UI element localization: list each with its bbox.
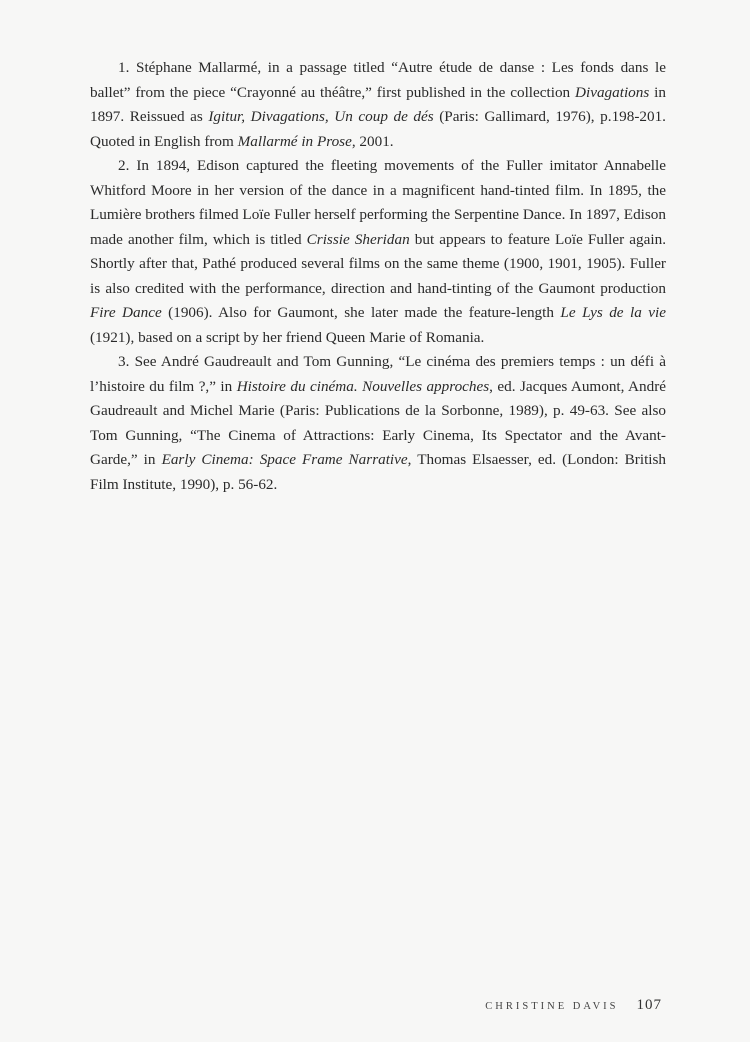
endnote-text: 1. Stéphane Mallarmé, in a passage titled “Autre étude de danse : Les fonds dans le ballet” from the piece “Crayonné au théâtre,” first published in the collection — [90, 59, 666, 101]
endnote-italic-text: Mallarmé in Prose — [237, 132, 352, 150]
endnote-text: (1921), based on a script by her friend Queen Marie of Romania. — [90, 328, 485, 346]
endnote-italic-text: Le Lys de la vie — [560, 304, 666, 321]
endnote — [90, 350, 666, 497]
endnote-text: in 1897. Reissued as — [90, 83, 666, 125]
endnote-text: but appears to feature Loïe Fuller again. Shortly after that, Pathé produced several films on the same theme (1900, 1901, 1905). Fuller is also credited with the performance, direction and hand-tinting of the Gaumont production — [90, 230, 666, 297]
page-number: 107 — [636, 997, 662, 1013]
endnote — [90, 56, 666, 154]
endnote-italic-text: Early Cinema: Space Frame Narrative — [161, 451, 408, 468]
endnote-italic-text: Histoire du cinéma. Nouvelles approches — [236, 377, 490, 395]
endnote-text: , Thomas Elsaesser, ed. (London: British Film Institute, 1990), p. 56-62. — [90, 451, 667, 493]
endnote-text: 2. In 1894, Edison captured the fleeting movements of the Fuller imitator Annabelle Whitford Moore in her version of the dance in a magnificent hand-tinted film. In 1895, the Lumière brothers filmed Loïe Fuller herself performing the Serpentine Dance. In 1897, Edison made another film, which is titled — [90, 157, 666, 248]
endnotes — [90, 56, 666, 497]
endnote-text: (Paris: Gallimard, 1976), p.198-201. Quoted in English from — [90, 108, 666, 150]
endnote — [90, 154, 666, 350]
endnote-text: (1906). Also for Gaumont, she later made the feature-length — [161, 304, 561, 321]
endnote-text: , 2001. — [351, 132, 394, 150]
endnote-italic-text: Igitur, Divagations, Un coup de dés — [208, 108, 434, 125]
endnote-text: , ed. Jacques Aumont, André Gaudreault and Michel Marie (Paris: Publications de la Sorbonne, 1989), p. 49-63. See also Tom Gunning, “The Cinema of Attractions: Early Cinema, Its Spectator and the Avant-Garde,” in — [90, 377, 666, 468]
endnote-text: 3. See André Gaudreault and Tom Gunning, “Le cinéma des premiers temps : un défi à l’histoire du film ?,” in — [90, 353, 666, 395]
running-footer-author: CHRISTINE DAVIS — [485, 1001, 619, 1012]
endnote-italic-text: Crissie Sheridan — [306, 230, 410, 248]
endnote-italic-text: Divagations — [575, 83, 650, 101]
running-footer — [485, 997, 662, 1014]
endnote-italic-text: Fire Dance — [90, 304, 162, 321]
